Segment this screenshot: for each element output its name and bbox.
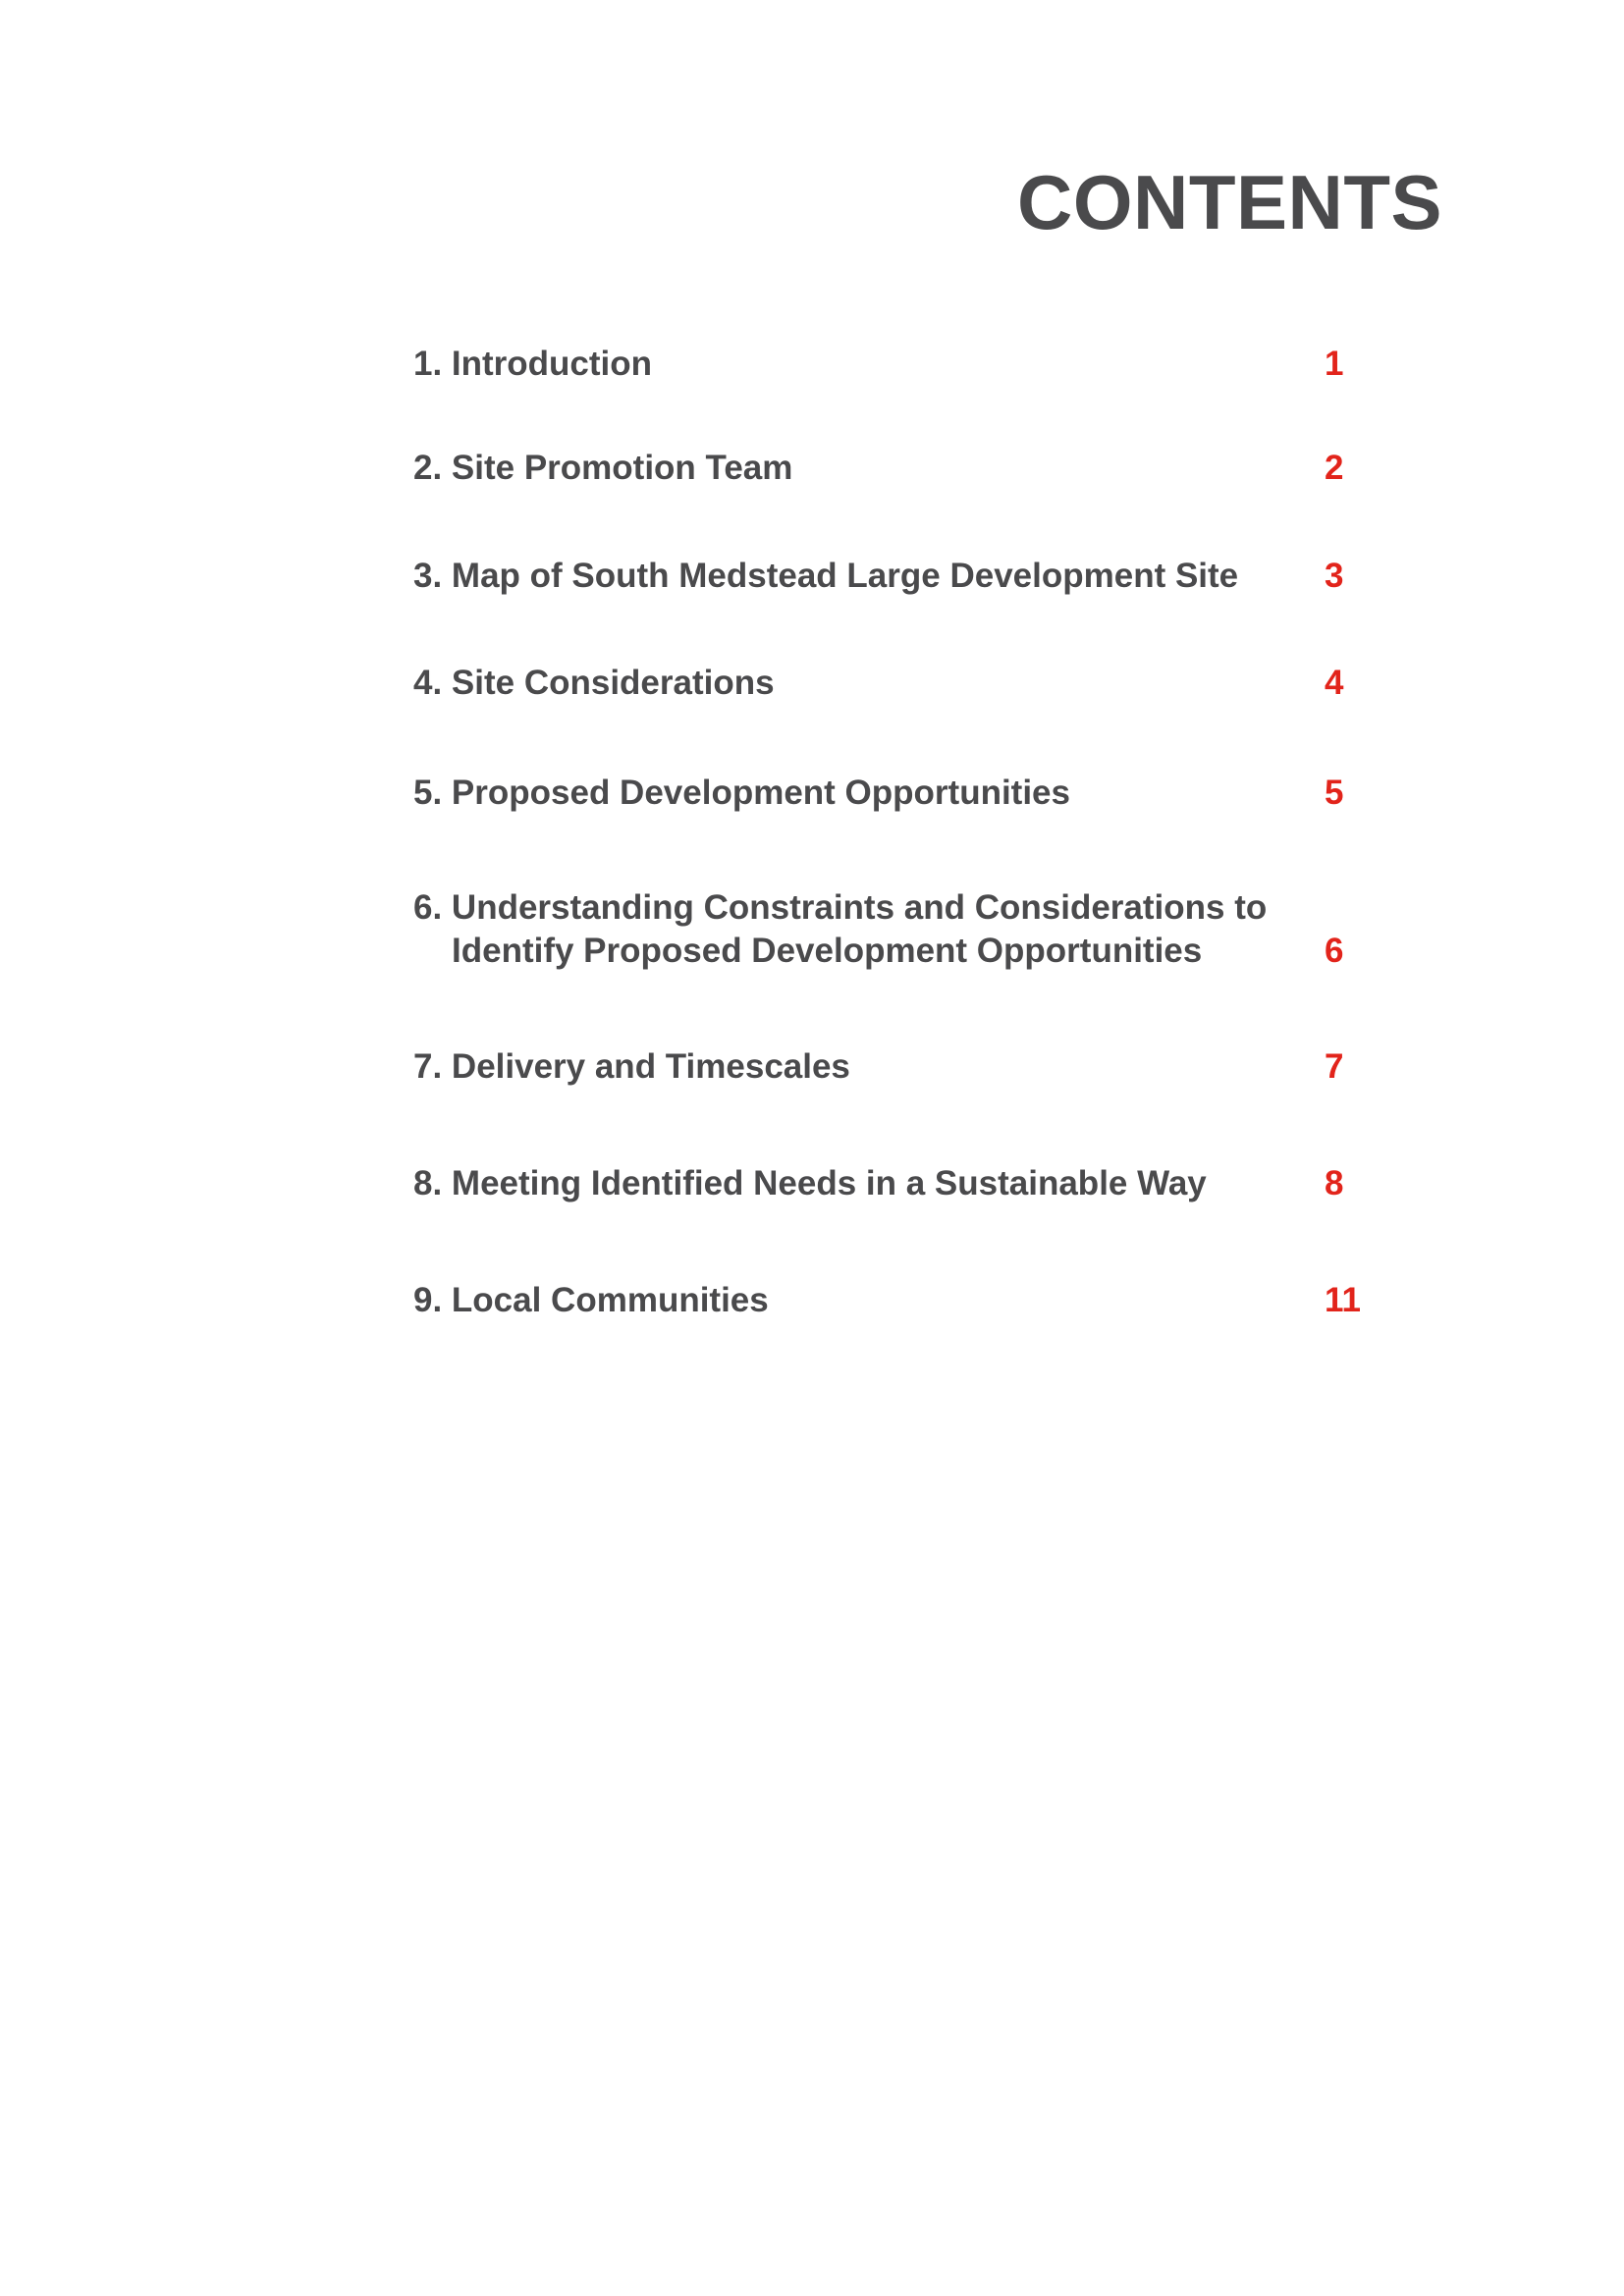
toc-entry xyxy=(413,447,1376,490)
toc-entry-title: 1. Introduction xyxy=(413,345,653,383)
toc-entry xyxy=(413,343,1376,386)
toc-entry-page-number: 1 xyxy=(1325,345,1344,383)
toc-entry-title: 9. Local Communities xyxy=(413,1281,769,1319)
toc-entry-page-number: 3 xyxy=(1325,557,1344,595)
toc-entry-page-number: 7 xyxy=(1325,1047,1344,1086)
toc-entry-title: 2. Site Promotion Team xyxy=(413,449,793,487)
toc-entry xyxy=(413,555,1376,598)
toc-entry-title: 5. Proposed Development Opportunities xyxy=(413,774,1070,812)
toc-entry xyxy=(413,886,1376,973)
toc-entry xyxy=(413,772,1376,815)
toc-entry xyxy=(413,662,1376,705)
toc-entry-title: 4. Site Considerations xyxy=(413,664,775,702)
toc-entry-page-number: 11 xyxy=(1325,1281,1361,1319)
page-title: CONTENTS xyxy=(1017,159,1442,245)
toc-entry xyxy=(413,1279,1376,1322)
toc-entry-page-number: 4 xyxy=(1325,664,1344,702)
toc-entry-title-continuation: Identify Proposed Development Opportunities xyxy=(452,932,1203,970)
toc-entry-title: 3. Map of South Medstead Large Development Site xyxy=(413,557,1239,595)
toc-entry-title: 8. Meeting Identified Needs in a Sustainable Way xyxy=(413,1164,1207,1202)
toc-entry xyxy=(413,1162,1376,1205)
toc-entry-title: 7. Delivery and Timescales xyxy=(413,1047,850,1086)
toc-entry-page-number: 6 xyxy=(1325,932,1344,970)
toc-entry-page-number: 2 xyxy=(1325,449,1344,487)
toc-entry-page-number: 5 xyxy=(1325,774,1344,812)
toc-entry-page-number: 8 xyxy=(1325,1164,1344,1202)
toc-entry-title: 6. Understanding Constraints and Considerations to xyxy=(413,888,1268,927)
toc-entry xyxy=(413,1045,1376,1089)
